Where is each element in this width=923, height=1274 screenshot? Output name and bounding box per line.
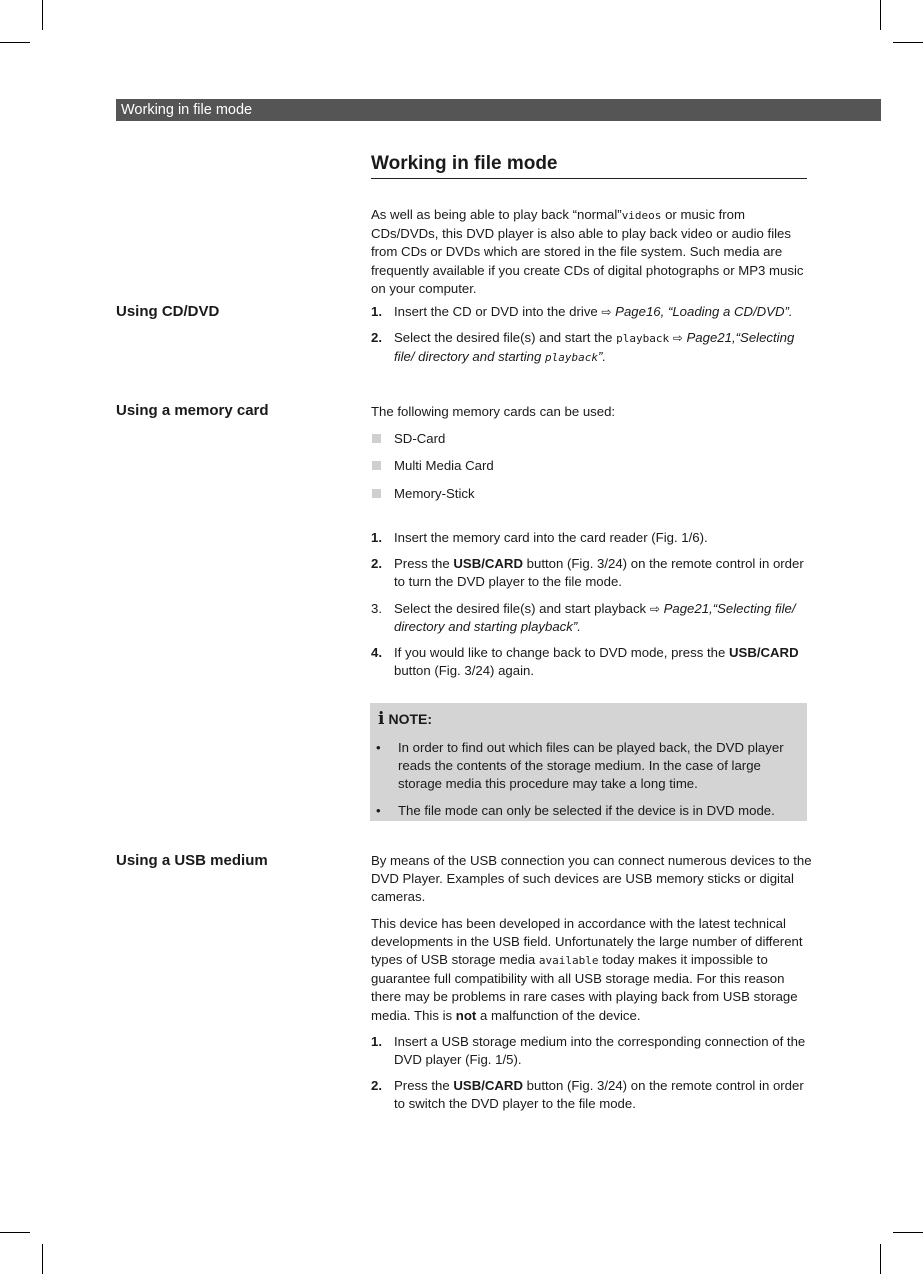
square-bullet-icon (372, 461, 381, 470)
paragraph-text: today makes it impossible to guarantee full compatibility with all USB storage media. For this reason there may be problems in rare cases with playing back from USB storage media. This is (371, 952, 798, 1023)
note-list (370, 739, 790, 828)
card-type: Multi Media Card (394, 458, 494, 474)
step-number: 2. (371, 330, 382, 346)
step-number: 1. (371, 530, 382, 545)
step-text: Press the (394, 556, 454, 572)
step-number: 2. (371, 556, 382, 572)
usb-card-button-label: USB/CARD (729, 645, 799, 661)
section-label-memory-card: Using a memory card (116, 402, 269, 419)
section-label-cd-dvd: Using CD/DVD (116, 303, 220, 320)
usb-card-button-label: USB/CARD (453, 556, 523, 572)
crop-mark (42, 1244, 43, 1274)
memory-card-list (371, 430, 813, 503)
step-text: Insert the memory card into the card reader (Fig. 1/6). (394, 530, 708, 545)
step-text: Insert the CD or DVD into the drive (394, 304, 602, 319)
cd-dvd-steps (371, 303, 813, 376)
square-bullet-icon (372, 434, 381, 443)
usb-card-button-label: USB/CARD (453, 1078, 523, 1094)
arrow-right-icon: ⇨ (649, 601, 660, 616)
note-title: NOTE: (388, 711, 433, 727)
memory-card-intro: The following memory cards can be used: (371, 404, 616, 419)
available-word: available (538, 954, 599, 968)
usb-step-1 (371, 1033, 813, 1069)
step-text: button (Fig. 3/24) on the remote control in order to turn the DVD player to the file mode. (394, 556, 804, 590)
list-item (371, 430, 813, 448)
running-header-label: Working in file mode (121, 102, 253, 118)
step-text: Press the (394, 1078, 454, 1094)
list-item (370, 802, 790, 820)
cd-step-1 (371, 303, 813, 321)
memory-step-2 (371, 555, 813, 591)
usb-paragraph-1: By means of the USB connection you can connect numerous devices to the DVD Player. Examples of such devices are USB memory sticks or digital cameras. (371, 853, 812, 905)
paragraph-text: a malfunction of the device. (476, 1007, 641, 1023)
card-type: Memory-Stick (394, 485, 475, 501)
step-text: Select the desired file(s) and start the (394, 330, 617, 346)
section-label-usb: Using a USB medium (116, 852, 268, 869)
arrow-right-icon: ⇨ (601, 305, 612, 319)
list-item (371, 485, 813, 503)
memory-card-content (371, 403, 813, 512)
playback-word: playback (616, 332, 670, 346)
usb-content (371, 852, 813, 1122)
intro-text-a: As well as being able to play back “normal” (371, 207, 622, 222)
crop-mark (0, 42, 30, 43)
memory-step-3 (371, 600, 813, 636)
square-bullet-icon (372, 489, 381, 498)
page-reference-text: Page21,“Selecting file/ directory and starting (394, 330, 795, 365)
bullet-icon: • (376, 740, 381, 755)
memory-step-4 (371, 644, 813, 680)
step-text: Insert a USB storage medium into the corresponding connection of the DVD player (Fig. 1/5). (394, 1033, 806, 1068)
bullet-icon: • (376, 802, 381, 818)
emphasis-not: not (455, 1007, 477, 1023)
memory-step-1 (371, 529, 813, 547)
cd-step-2 (371, 329, 813, 367)
page-reference-link[interactable]: Page21,“Selecting file/ directory and starting playback”. (394, 600, 796, 634)
usb-paragraph-2 (371, 915, 813, 1025)
crop-mark (0, 1232, 30, 1233)
page-title: Working in file mode (371, 153, 807, 179)
step-text: If you would like to change back to DVD mode, press the (394, 645, 729, 661)
note-heading (378, 710, 432, 728)
list-item (371, 457, 813, 475)
paragraph-text: This device has been developed in accordance with the latest technical developments in the USB field. Unfortunately the large number of different types of USB storage media (371, 915, 803, 968)
running-header (116, 99, 881, 121)
crop-mark (893, 1232, 923, 1233)
crop-mark (880, 0, 881, 30)
step-number: 1. (371, 1033, 382, 1049)
step-number: 4. (371, 645, 382, 661)
page-reference-end: ”. (597, 349, 607, 365)
intro-videos-word: videos (621, 209, 662, 222)
note-box (370, 703, 807, 821)
card-type: SD-Card (394, 431, 446, 447)
crop-mark (42, 0, 43, 30)
note-text: In order to find out which files can be played back, the DVD player reads the contents of the storage medium. In the case of large storage media this procedure may take a long time. (398, 740, 784, 792)
crop-mark (880, 1244, 881, 1274)
memory-card-steps (371, 529, 813, 688)
info-icon: i (378, 709, 385, 729)
step-text: button (Fig. 3/24) again. (394, 663, 535, 679)
list-item (370, 739, 790, 794)
arrow-right-icon: ⇨ (672, 331, 683, 346)
usb-step-2 (371, 1077, 813, 1113)
page-reference-link[interactable]: Page16, “Loading a CD/DVD”. (615, 304, 793, 319)
note-text: The file mode can only be selected if the device is in DVD mode. (398, 802, 775, 818)
intro-text-b: or music from CDs/DVDs, this DVD player is also able to play back video or audio files from CDs or DVDs which are stored in the file system. Such media are frequently available if you create CDs of digital photographs or MP3 music on your computer. (371, 207, 804, 296)
step-number: 1. (371, 304, 382, 319)
intro-paragraph (371, 206, 813, 306)
playback-word: playback (545, 351, 598, 365)
crop-mark (893, 42, 923, 43)
step-text: button (Fig. 3/24) on the remote control in order to switch the DVD player to the file mode. (394, 1078, 804, 1112)
step-number: 3. (371, 600, 382, 616)
step-number: 2. (371, 1078, 382, 1094)
step-text: Select the desired file(s) and start playback (394, 600, 650, 616)
